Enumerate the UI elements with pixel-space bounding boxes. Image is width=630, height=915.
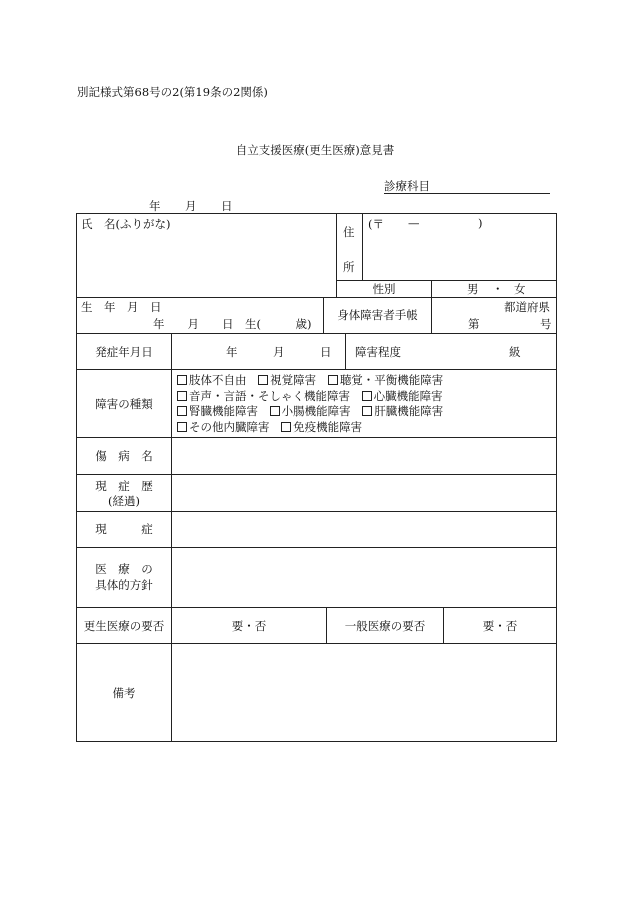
current-symptoms-label: 現 症 [95,522,153,536]
postal-dash: — [408,216,420,230]
rehab-necessity-label: 更生医療の要否 [83,619,165,633]
remarks-label: 備考 [112,686,136,700]
checkbox-icon [177,391,187,401]
checkbox-icon [362,391,372,401]
disease-name-field[interactable] [175,441,553,471]
checkbox-icon [177,406,187,416]
checkbox-liver[interactable]: 肝臓機能障害 [362,404,443,418]
history-field[interactable] [175,478,553,508]
postal-suffix: ) [478,216,483,230]
checkbox-physical[interactable]: 肢体不自由 [177,373,247,387]
sex-label: 性別 [372,282,396,296]
checkbox-immune[interactable]: 免疫機能障害 [281,420,362,434]
handbook-number-suffix: 号 [540,317,552,331]
checkbox-kidney[interactable]: 腎臓機能障害 [177,404,258,418]
handbook-number-prefix: 第 [468,317,480,331]
treatment-plan-field[interactable] [175,551,553,603]
treatment-plan-sublabel: 具体的方針 [95,578,153,592]
current-symptoms-field[interactable] [175,515,553,543]
department-underline [384,193,550,194]
checkbox-icon [281,422,291,432]
disability-type-label: 障害の種類 [95,397,153,411]
rehab-necessity-value[interactable]: 要・否 [231,619,267,633]
date-day: 日 [221,199,233,213]
onset-month: 月 [273,345,285,359]
document-title: 自立支援医療(更生医療)意見書 [235,143,395,157]
onset-label: 発症年月日 [95,345,153,359]
disease-name-label: 傷 病 名 [95,449,153,463]
checkbox-icon [177,375,187,385]
checkbox-icon [328,375,338,385]
postal-prefix: (〒 [368,217,384,231]
general-necessity-value[interactable]: 要・否 [482,619,518,633]
checkbox-speech[interactable]: 音声・言語・そしゃく機能障害 [177,389,350,403]
remarks-field[interactable] [175,647,553,737]
sex-female-option[interactable]: 女 [514,282,526,296]
date-month: 月 [185,199,197,213]
degree-unit: 級 [509,345,521,359]
checkbox-small-intestine[interactable]: 小腸機能障害 [270,404,351,418]
disability-type-options [177,373,443,435]
sex-male-option[interactable]: 男 [467,282,479,296]
checkbox-visual[interactable]: 視覚障害 [258,373,316,387]
checkbox-hearing[interactable]: 聴覚・平衡機能障害 [328,373,444,387]
address-label-2: 所 [343,260,355,274]
checkbox-heart[interactable]: 心臓機能障害 [362,389,443,403]
address-field[interactable] [366,234,552,276]
treatment-plan-label: 医 療 の [95,562,153,576]
degree-label: 障害程度 [355,345,401,359]
handbook-label: 身体障害者手帳 [337,308,418,322]
birth-label: 生 年 月 日 [81,300,162,314]
name-label: 氏 名(ふりがな) [81,217,171,231]
address-label-1: 住 [343,225,355,239]
sex-separator: ・ [492,282,504,296]
onset-year: 年 [226,345,238,359]
birth-value[interactable]: 年 月 日 生( 歳) [153,317,312,331]
name-field[interactable] [82,232,332,292]
general-necessity-label: 一般医療の要否 [344,619,426,633]
date-year: 年 [149,199,161,213]
checkbox-icon [177,422,187,432]
department-label: 診療科目 [384,179,430,193]
checkbox-other-internal[interactable]: その他内臓障害 [177,420,270,434]
checkbox-icon [362,406,372,416]
checkbox-icon [258,375,268,385]
handbook-prefecture: 都道府県 [504,300,550,314]
history-label: 現 症 歴 [95,479,153,493]
checkbox-icon [270,406,280,416]
history-sublabel: (経過) [108,494,140,508]
onset-day: 日 [320,345,332,359]
form-reference: 別記様式第68号の2(第19条の2関係) [77,85,268,99]
